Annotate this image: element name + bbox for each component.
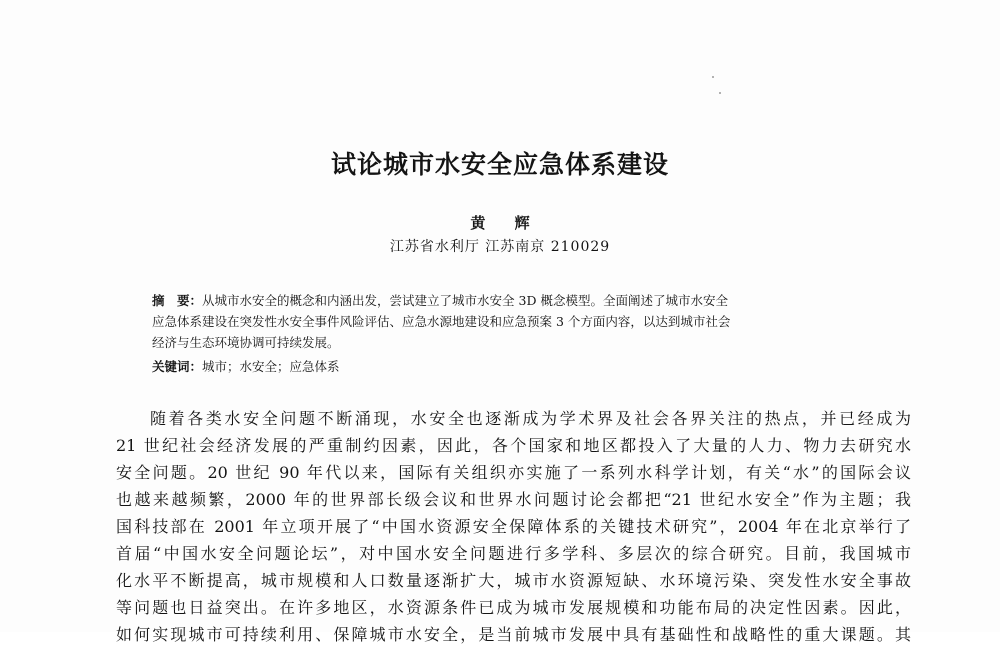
author-affiliation: 江苏省水利厅 江苏南京 210029 [389,239,611,255]
body-line: 也越来越频繁，2000 年的世界部长级会议和世界水问题讨论会都把“21 世纪水安全”作为主题；我 [116,490,911,509]
abstract-label: 摘 要： [152,293,203,308]
abstract [152,290,882,353]
body-line: 等问题也日益突出。在许多地区，水资源条件已成为城市发展规模和功能布局的决定性因素。因此， [116,598,911,617]
body-line: 随着各类水安全问题不断涌现，水安全也逐渐成为学术界及社会各界关注的热点，并已经成为 [150,409,911,428]
keywords-label: 关键词： [152,359,203,374]
keywords-text: 城市；水安全；应急体系 [202,359,340,374]
body-line: 如何实现城市可持续利用、保障城市水安全，是当前城市发展中具有基础性和战略性的重大课题。其 [116,625,911,644]
abstract-line [152,290,882,311]
scan-speck [712,76,714,78]
scan-speck [719,92,721,94]
abstract-line: 应急体系建设在突发性水安全事件风险评估、应急水源地建设和应急预案 3 个方面内容，以达到城市社会 [152,314,731,329]
body-line: 安全问题。20 世纪 90 年代以来，国际有关组织亦实施了一系列水科学计划，有关“水”的国际会议 [116,463,911,482]
abstract-text: 从城市水安全的概念和内涵出发，尝试建立了城市水安全 3D 概念模型。全面阐述了城市水安全 [202,293,728,308]
body-line: 国科技部在 2001 年立项开展了“中国水资源安全保障体系的关键技术研究”，2004 年在北京举行了 [116,517,911,536]
author-name: 黄 辉 [470,214,542,232]
body-line: 首届“中国水安全问题论坛”，对中国水安全问题进行多学科、多层次的综合研究。目前，我国城市 [116,544,911,563]
abstract-line: 经济与生态环境协调可持续发展。 [152,335,340,350]
keywords [152,357,340,375]
paper-title: 试论城市水安全应急体系建设 [330,150,669,179]
body-line: 21 世纪社会经济发展的严重制约因素，因此，各个国家和地区都投入了大量的人力、物力去研究水 [116,436,911,455]
body-text [116,405,911,648]
body-line: 化水平不断提高，城市规模和人口数量逐渐扩大，城市水资源短缺、水环境污染、突发性水安全事故 [116,571,911,590]
